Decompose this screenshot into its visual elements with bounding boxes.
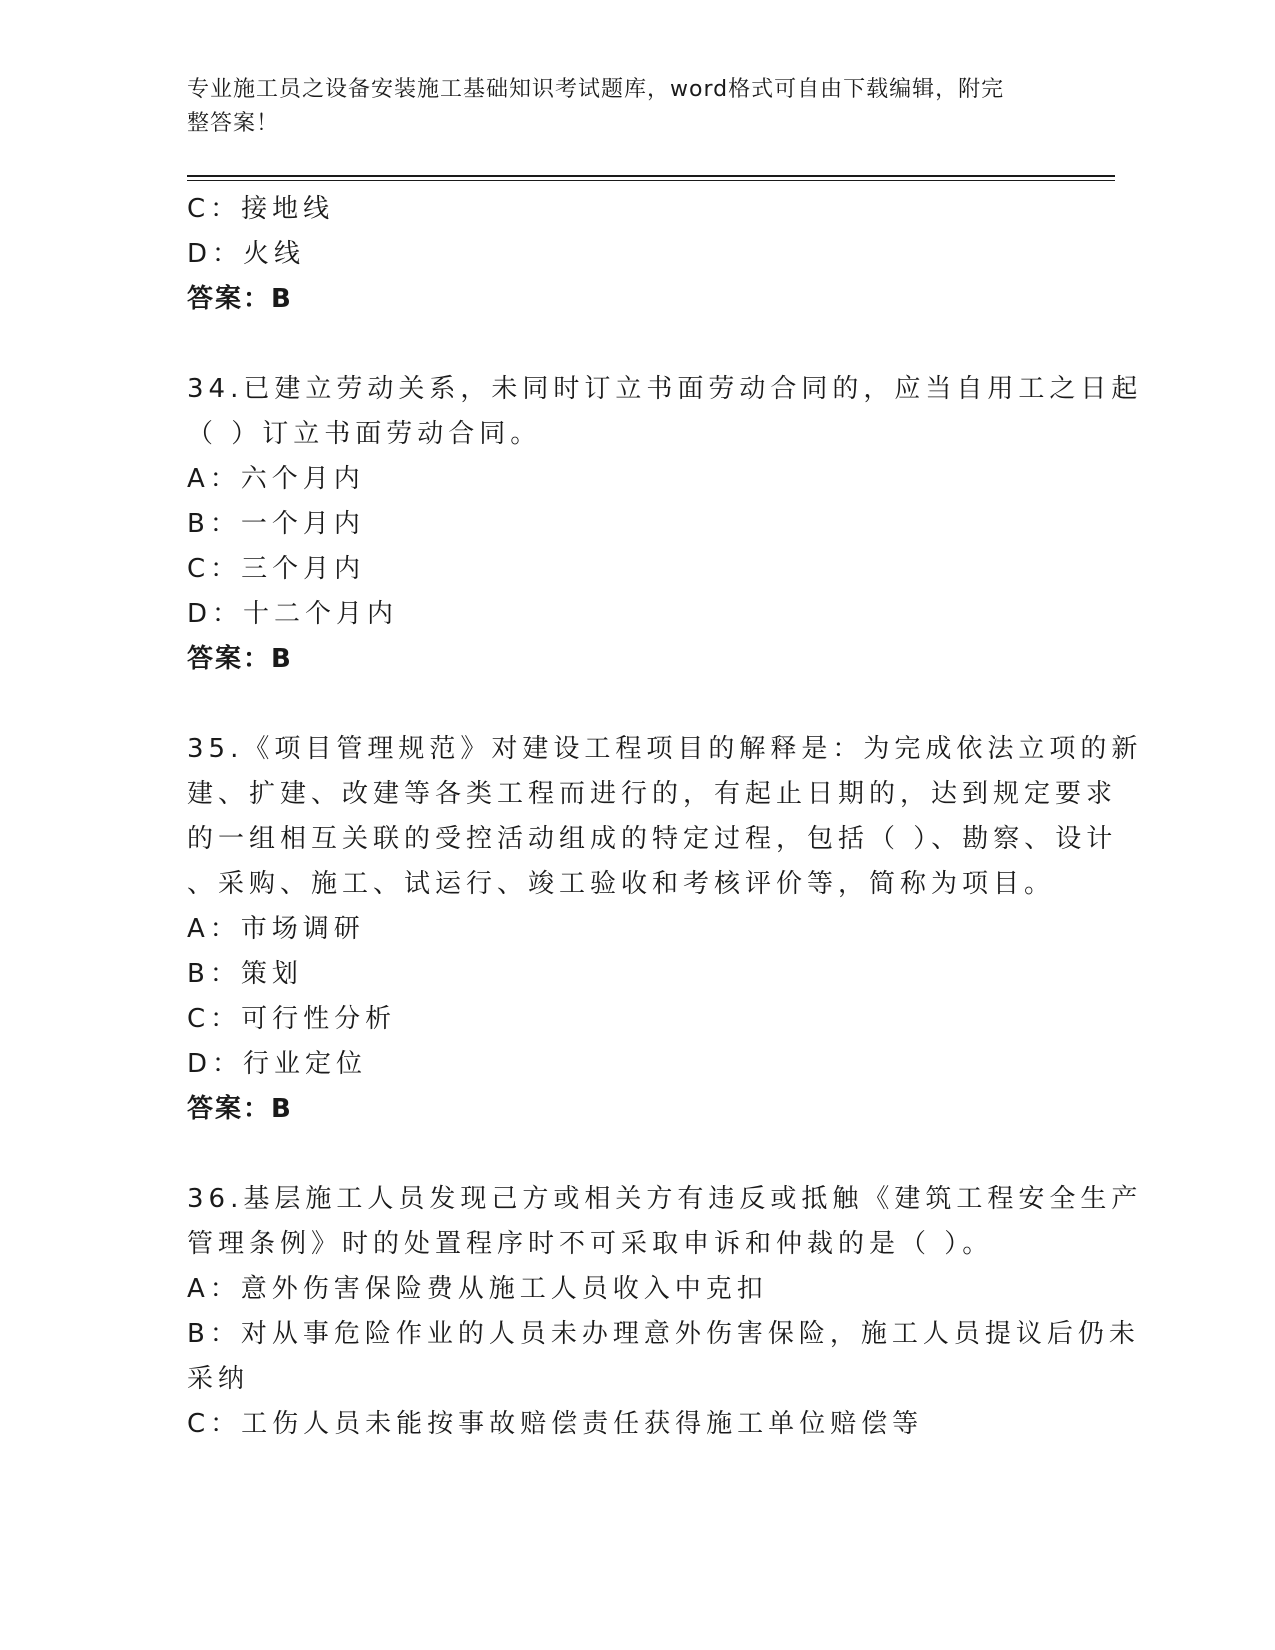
question-34 (187, 367, 1143, 682)
q33-answer: 答案：B (187, 284, 293, 314)
q34-option-d: D：十二个月内 (187, 599, 399, 629)
question-spacer (187, 322, 1087, 367)
q33-option-d: D：火线 (187, 239, 306, 269)
q34-stem-line-1: 34.已建立劳动关系，未同时订立书面劳动合同的，应当自用工之日起 (187, 374, 1143, 404)
question-36 (187, 1177, 1143, 1447)
question-list (187, 187, 1143, 1447)
q33-option-c: C：接地线 (187, 194, 335, 224)
q36-stem-line-2: 管理条例》时的处置程序时不可采取申诉和仲裁的是（ ）。 (187, 1229, 994, 1259)
header-line-2: 整答案！ (187, 111, 280, 136)
page-header (187, 73, 1057, 141)
q35-option-d: D：行业定位 (187, 1049, 368, 1079)
question-spacer (187, 1132, 1087, 1177)
q34-answer: 答案：B (187, 644, 293, 674)
q36-stem-line-1: 36.基层施工人员发现己方或相关方有违反或抵触《建筑工程安全生产 (187, 1184, 1143, 1214)
q35-option-c: C：可行性分析 (187, 1004, 397, 1034)
q36-option-b-line-1: B：对从事危险作业的人员未办理意外伤害保险，施工人员提议后仍未 (187, 1319, 1140, 1349)
question-spacer (187, 682, 1087, 727)
question-33 (187, 187, 1087, 322)
header-divider-thin (187, 180, 1115, 181)
q34-stem-line-2: （ ）订立书面劳动合同。 (187, 419, 542, 449)
q36-option-a: A：意外伤害保险费从施工人员收入中克扣 (187, 1274, 768, 1304)
q35-stem-line-4: 、采购、施工、试运行、竣工验收和考核评价等，简称为项目。 (187, 869, 1056, 899)
header-divider-thick (187, 175, 1115, 177)
q35-answer: 答案：B (187, 1094, 293, 1124)
q36-option-b-line-2: 采纳 (187, 1364, 250, 1394)
q36-option-c: C：工伤人员未能按事故赔偿责任获得施工单位赔偿等 (187, 1409, 924, 1439)
q35-stem-line-1: 35.《项目管理规范》对建设工程项目的解释是：为完成依法立项的新 (187, 734, 1143, 764)
q35-stem-line-3: 的一组相互关联的受控活动组成的特定过程，包括（ ）、勘察、设计 (187, 824, 1118, 854)
q34-option-b: B：一个月内 (187, 509, 365, 539)
q34-option-a: A：六个月内 (187, 464, 365, 494)
question-35 (187, 727, 1143, 1132)
header-line-1: 专业施工员之设备安装施工基础知识考试题库，word格式可自由下载编辑，附完 (187, 77, 1005, 102)
q35-option-b: B：策划 (187, 959, 303, 989)
q35-stem-line-2: 建、扩建、改建等各类工程而进行的，有起止日期的，达到规定要求 (187, 779, 1118, 809)
q34-option-c: C：三个月内 (187, 554, 366, 584)
q35-option-a: A：市场调研 (187, 914, 365, 944)
